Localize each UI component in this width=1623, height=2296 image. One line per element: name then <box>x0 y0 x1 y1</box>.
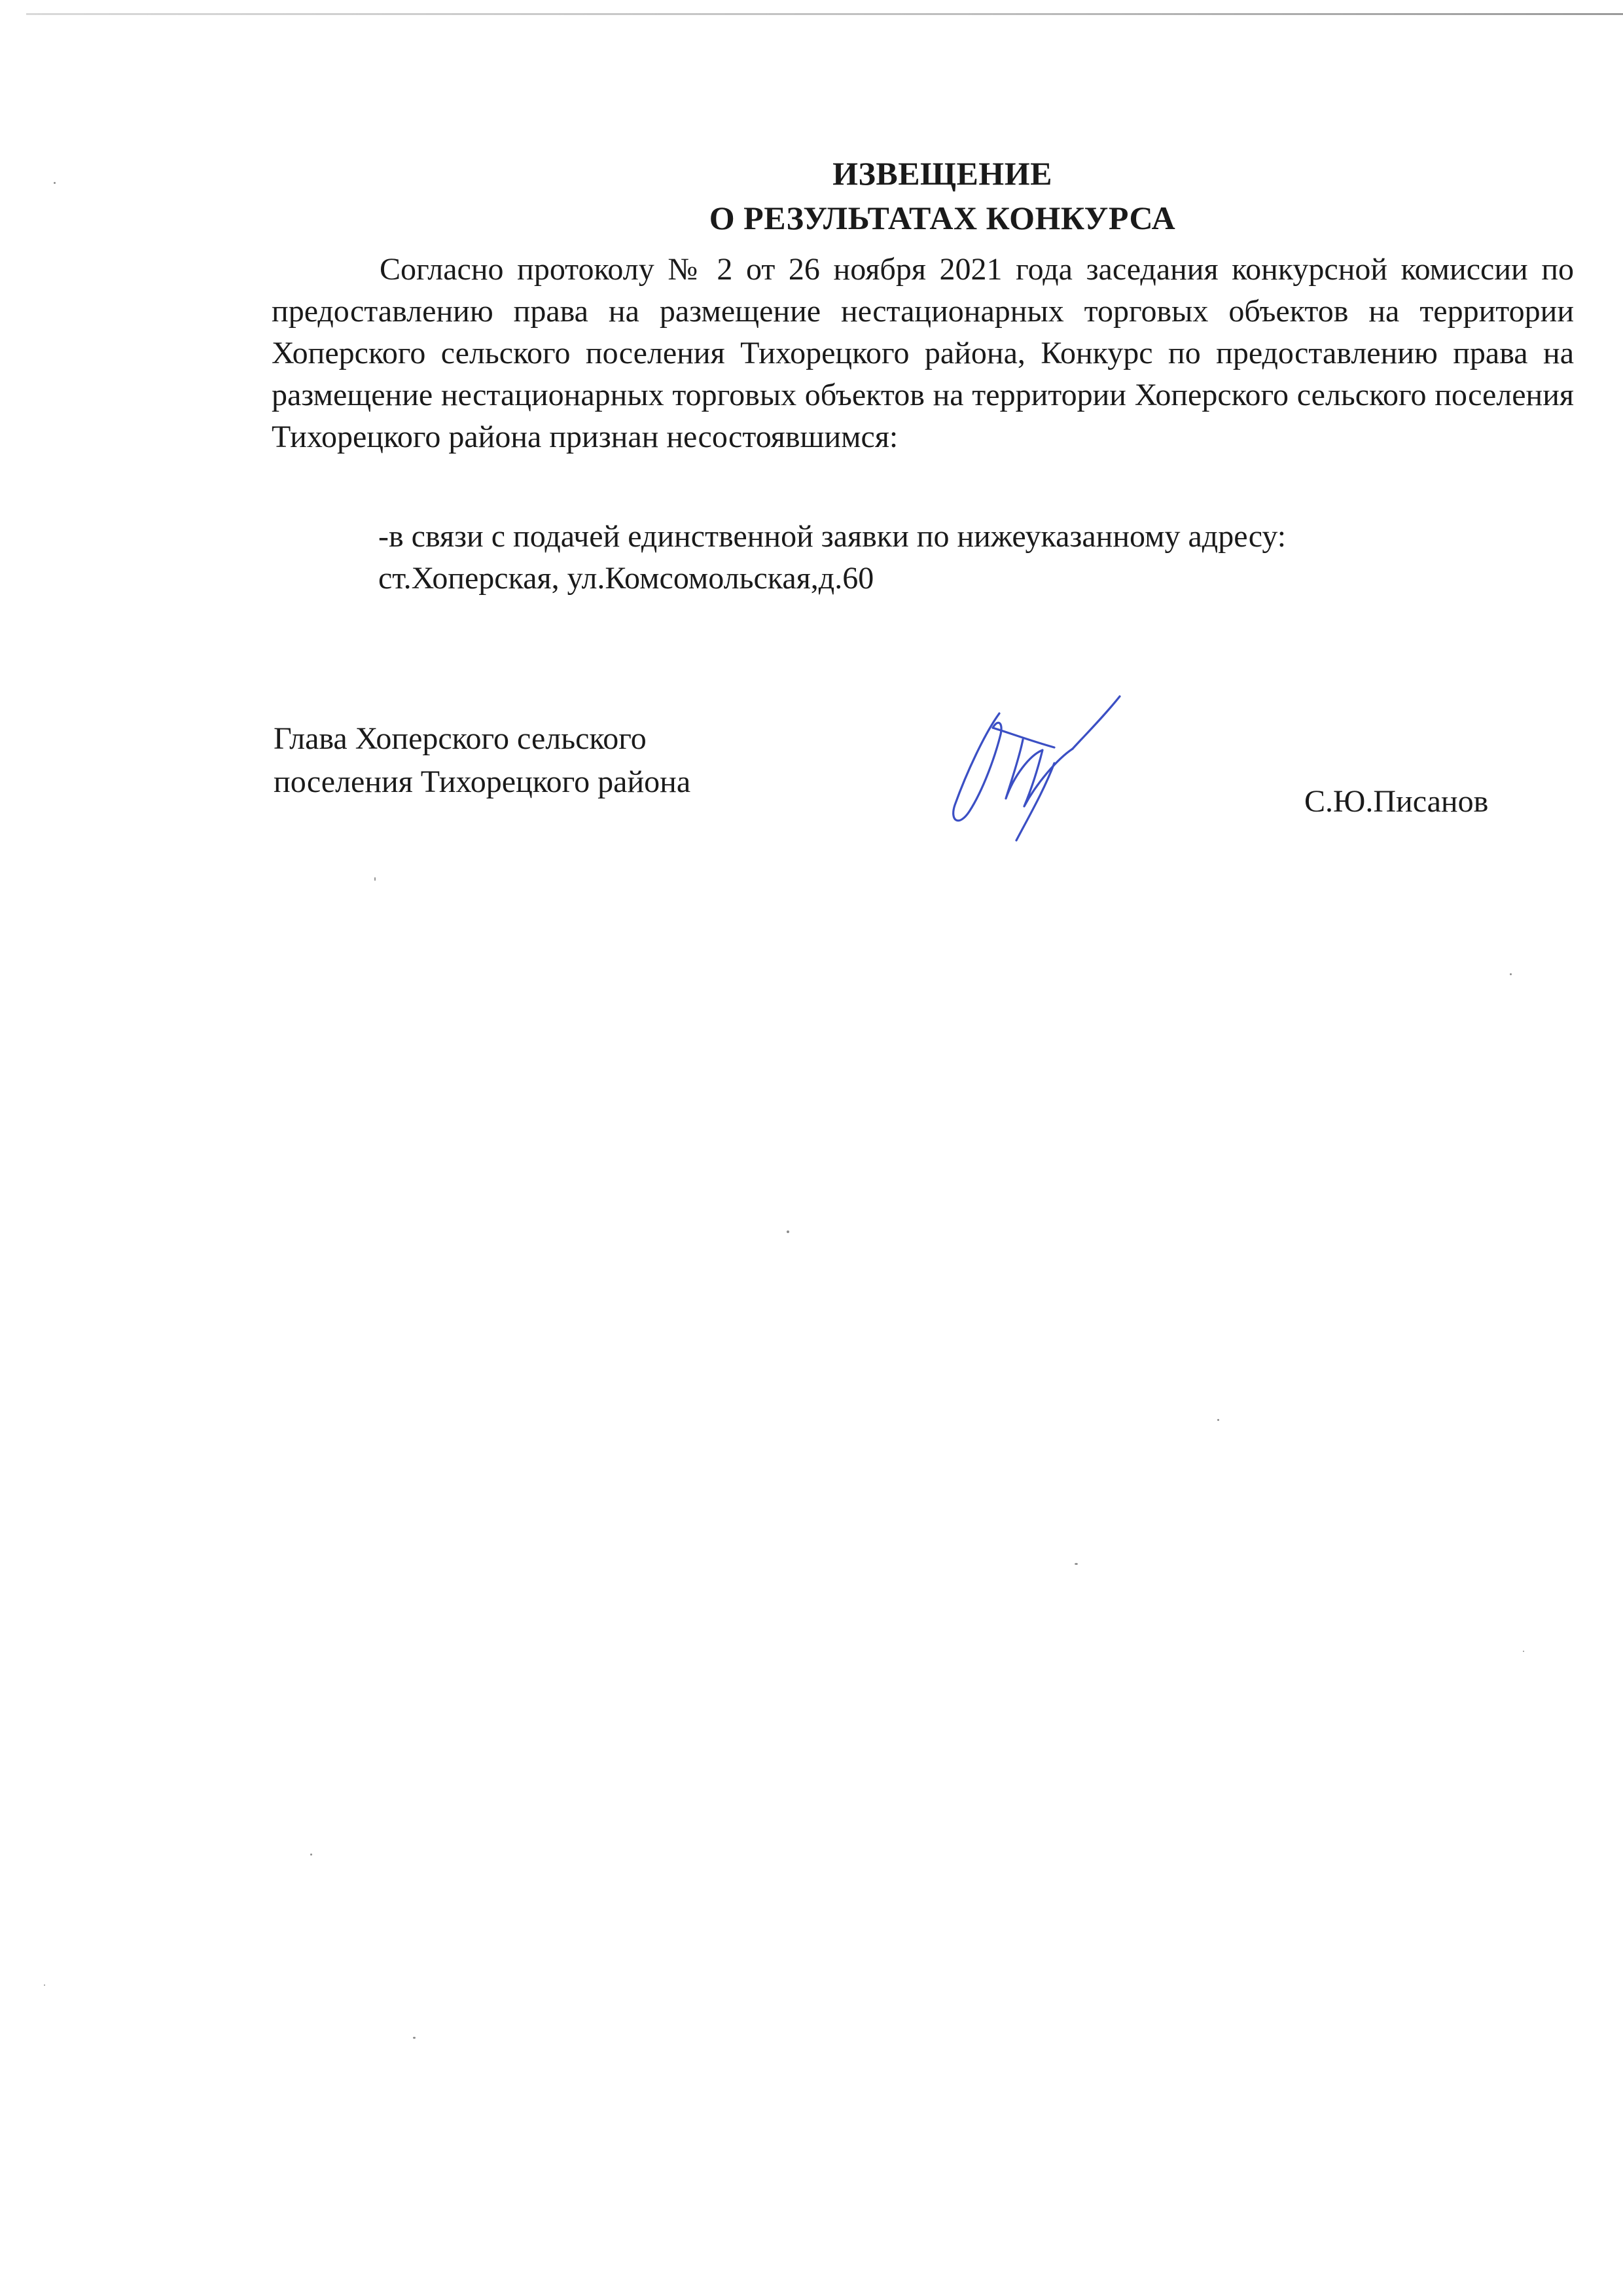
main-paragraph: Согласно протоколу № 2 от 26 ноября 2021 года заседания конкурсной комиссии по предоставлению права на размещение нестационарных торговых объектов на территории Хоперского сельского поселения Тихорецкого района, Конкурс по предоставлению права на размещение нестационарных торговых объектов на территории Хоперского сельского поселения Тихорецкого района признан несостоявшимся: <box>272 252 1574 454</box>
document-title: ИЗВЕЩЕНИЕ <box>832 155 1052 192</box>
scan-speck <box>413 2037 416 2039</box>
document-subtitle: О РЕЗУЛЬТАТАХ КОНКУРСА <box>709 200 1176 236</box>
signer-position-line1: Глава Хоперского сельского <box>274 721 647 756</box>
scan-speck <box>1510 973 1512 975</box>
scan-speck <box>374 877 376 881</box>
signer-position-line2: поселения Тихорецкого района <box>274 764 691 799</box>
scan-speck <box>1075 1563 1078 1565</box>
signer-position <box>274 717 863 804</box>
handwritten-signature <box>933 687 1129 844</box>
address-line: ст.Хоперская, ул.Комсомольская,д.60 <box>378 561 874 596</box>
signer-name: С.Ю.Писанов <box>1304 784 1489 819</box>
scan-speck <box>54 182 56 184</box>
scan-speck <box>1523 1651 1524 1652</box>
scan-edge <box>26 13 1623 15</box>
scan-speck <box>1217 1419 1219 1421</box>
scan-speck <box>787 1230 789 1233</box>
scan-speck <box>44 1984 45 1986</box>
scan-speck <box>310 1854 312 1856</box>
reason-line: -в связи с подачей единственной заявки по нижеуказанному адресу: <box>378 519 1287 554</box>
